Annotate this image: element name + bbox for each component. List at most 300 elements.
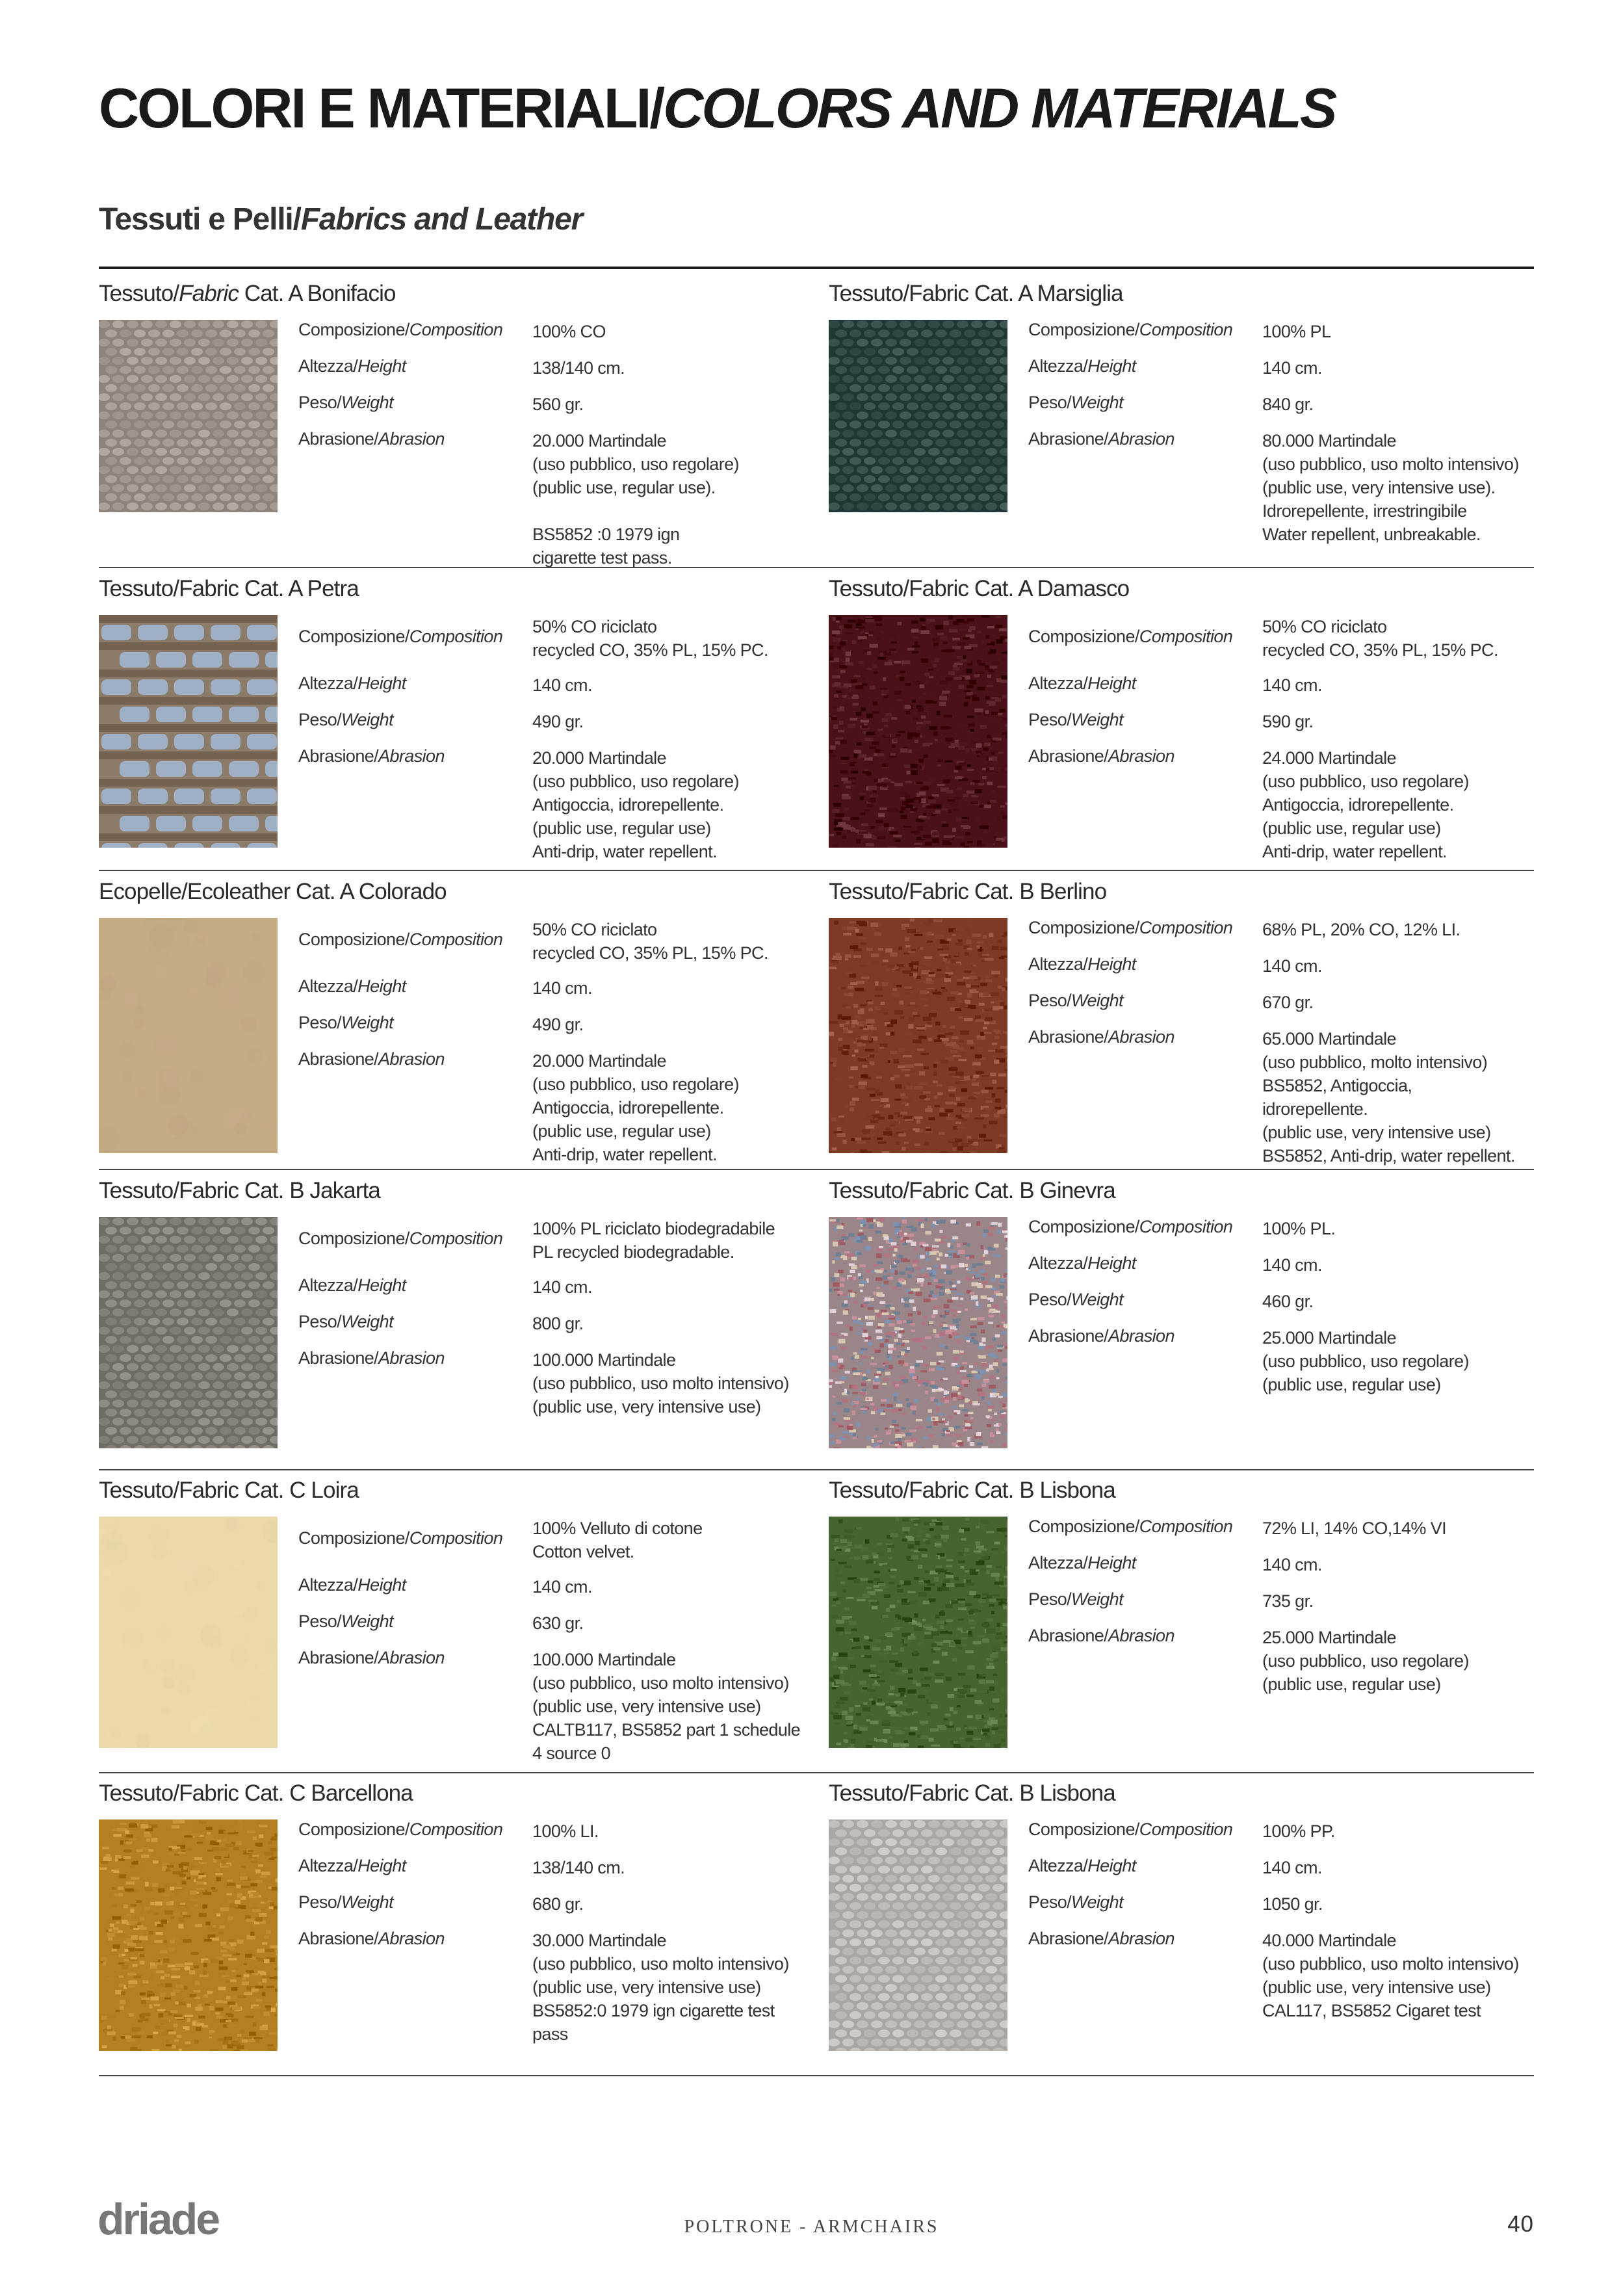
spec-label [1028, 918, 1232, 938]
fabric-swatch-image [829, 615, 1007, 848]
fabric-specs [298, 918, 805, 1178]
spec-label [298, 1348, 445, 1368]
spec-label [298, 746, 445, 766]
spec-composition [1028, 1217, 1535, 1242]
spec-value: 100.000 Martindale (uso pubblico, uso molto intensivo) (public use, very intensive use) CALTB117, BS5852 part 1 schedule 4 source 0 [532, 1650, 801, 1763]
spec-label [298, 1856, 406, 1876]
spec-label-it: Composizione/ [298, 627, 409, 646]
spec-label-en: Height [1087, 673, 1136, 693]
spec-abrasion [1028, 1027, 1535, 1168]
fabric-specs [1028, 1517, 1535, 1708]
spec-value: 50% CO riciclato recycled CO, 35% PL, 15% PC. [532, 920, 768, 963]
spec-value: 100% PL. [1262, 1219, 1336, 1238]
spec-label-it: Composizione/ [298, 930, 409, 949]
spec-label-it: Peso/ [1028, 991, 1072, 1010]
spec-composition [1028, 1820, 1535, 1844]
spec-value: 680 gr. [532, 1894, 584, 1914]
spec-label-en: Abrasion [1108, 1027, 1175, 1047]
fabric-title-type: Tessuto/ [829, 576, 909, 601]
spec-label [298, 393, 393, 413]
fabric-card-title [99, 281, 396, 307]
fabric-title-name: Fabric Cat. B Berlino [909, 879, 1107, 904]
spec-label-en: Height [357, 1575, 406, 1595]
fabric-card-title [99, 1178, 380, 1204]
spec-value: 735 gr. [1262, 1591, 1314, 1611]
fabric-specs [1028, 1217, 1535, 1408]
spec-value: 140 cm. [532, 978, 592, 998]
spec-label [1028, 1929, 1175, 1949]
spec-value: 50% CO riciclato recycled CO, 35% PL, 15% PC. [1262, 617, 1498, 660]
spec-label [298, 356, 406, 376]
spec-value: 140 cm. [1262, 1255, 1322, 1275]
spec-label [298, 1611, 393, 1632]
spec-label-it: Abrasione/ [1028, 1929, 1109, 1948]
fabric-title-type: Tessuto/ [99, 1478, 179, 1503]
spec-value: 65.000 Martindale (uso pubblico, molto intensivo) BS5852, Antigoccia, idrorepellente. (public use, very intensive use) BS5852, Anti-drip, water repellent. [1262, 1029, 1515, 1166]
spec-value: 25.000 Martindale (uso pubblico, uso regolare) (public use, regular use) [1262, 1328, 1469, 1394]
spec-label-it: Peso/ [1028, 1290, 1072, 1309]
spec-label [1028, 1856, 1136, 1876]
spec-label [298, 1528, 502, 1548]
spec-label [298, 976, 406, 997]
spec-label [1028, 1253, 1136, 1273]
section-title [99, 202, 582, 237]
spec-label-en: Composition [409, 930, 503, 949]
spec-value: 490 gr. [532, 1015, 584, 1034]
spec-height [1028, 1856, 1535, 1881]
spec-label-it: Altezza/ [1028, 356, 1088, 376]
spec-label [1028, 320, 1232, 340]
spec-label-en: Composition [1139, 918, 1233, 937]
spec-weight [298, 1013, 805, 1037]
spec-label-it: Peso/ [298, 1013, 342, 1032]
spec-label-en: Height [1087, 1856, 1136, 1875]
spec-label [298, 1575, 406, 1595]
spec-label-it: Peso/ [298, 1892, 342, 1912]
fabric-title-name: Fabric Cat. A Marsiglia [909, 281, 1123, 306]
spec-label [298, 1275, 406, 1296]
spec-weight [1028, 1892, 1535, 1917]
spec-label-it: Composizione/ [298, 1820, 409, 1839]
spec-value: 20.000 Martindale (uso pubblico, uso regolare) Antigoccia, idrorepellente. (public use, regular use) Anti-drip, water repellent. [532, 1051, 739, 1164]
fabric-swatch [99, 615, 278, 848]
fabric-title-type: Tessuto/ [99, 281, 179, 306]
spec-label-it: Altezza/ [298, 673, 358, 693]
fabric-swatch [99, 320, 278, 512]
spec-abrasion [1028, 1326, 1535, 1396]
footer-category: POLTRONE - ARMCHAIRS [684, 2217, 939, 2237]
spec-value: 140 cm. [532, 675, 592, 695]
spec-label [1028, 627, 1232, 647]
fabric-title-name: Ecoleather Cat. A Colorado [187, 879, 447, 904]
spec-value: 100% PP. [1262, 1821, 1335, 1841]
spec-label-it: Abrasione/ [298, 1049, 379, 1069]
spec-label [298, 1820, 502, 1840]
fabric-card-title [99, 576, 359, 602]
spec-value: 670 gr. [1262, 993, 1314, 1012]
spec-label-it: Altezza/ [298, 1575, 358, 1595]
spec-height [298, 976, 805, 1001]
section-title-main: Tessuti e Pelli/ [99, 202, 301, 237]
spec-label [1028, 1217, 1232, 1237]
spec-label-it: Composizione/ [298, 1229, 409, 1248]
fabric-specs [1028, 1820, 1535, 2034]
fabric-swatch-image [99, 320, 278, 512]
spec-label-en: Weight [341, 710, 393, 729]
spec-label-it: Peso/ [1028, 393, 1072, 412]
row-divider [99, 1469, 1534, 1470]
spec-label-it: Abrasione/ [298, 429, 379, 449]
spec-value: 590 gr. [1262, 712, 1314, 731]
fabric-specs [1028, 320, 1535, 558]
spec-abrasion [298, 1049, 805, 1166]
fabric-title-name: Fabric Cat. A Petra [179, 576, 359, 601]
spec-label-en: Weight [341, 1892, 393, 1912]
spec-value: 100% CO [532, 322, 606, 341]
spec-height [1028, 1253, 1535, 1278]
spec-composition [1028, 918, 1535, 943]
spec-weight [1028, 393, 1535, 417]
spec-label-it: Altezza/ [298, 976, 358, 996]
spec-label-it: Altezza/ [1028, 954, 1088, 974]
fabric-swatch [99, 1217, 278, 1448]
fabric-specs [1028, 918, 1535, 1179]
fabric-card-title [829, 281, 1123, 307]
fabric-specs [298, 320, 805, 581]
spec-label [298, 1312, 393, 1332]
spec-abrasion [1028, 1929, 1535, 2022]
spec-label-en: Abrasion [378, 429, 445, 449]
spec-label [298, 673, 406, 694]
spec-value: 72% LI, 14% CO,14% VI [1262, 1519, 1447, 1538]
spec-composition [1028, 615, 1535, 662]
spec-label-it: Altezza/ [298, 1856, 358, 1875]
spec-composition [298, 1820, 805, 1844]
fabric-specs [1028, 615, 1535, 875]
fabric-title-type: Tessuto/ [829, 281, 909, 306]
spec-label [1028, 1626, 1175, 1646]
spec-composition [1028, 1517, 1535, 1541]
spec-label-en: Abrasion [378, 1648, 445, 1667]
fabric-swatch [829, 918, 1007, 1153]
spec-value: 800 gr. [532, 1314, 584, 1333]
spec-label-en: Height [1087, 1553, 1136, 1572]
fabric-title-type-en: Fabric [179, 281, 239, 306]
spec-value: 30.000 Martindale (uso pubblico, uso molto intensivo) (public use, very intensive use) BS5852:0 1979 ign cigarette test pass [532, 1931, 789, 2044]
fabric-swatch [829, 1517, 1007, 1748]
spec-label-en: Composition [409, 1229, 503, 1248]
spec-label [1028, 1027, 1175, 1047]
spec-label [1028, 954, 1136, 974]
fabric-card-title [99, 879, 447, 905]
fabric-swatch-image [99, 1217, 278, 1448]
fabric-title-name: Fabric Cat. C Loira [179, 1478, 359, 1503]
spec-label-en: Height [357, 976, 406, 996]
fabric-card-title [829, 1478, 1115, 1504]
fabric-swatch [829, 320, 1007, 512]
fabric-title-type: Ecopelle/ [99, 879, 187, 904]
spec-value: 140 cm. [532, 1577, 592, 1597]
fabric-title-name: Fabric Cat. B Ginevra [909, 1178, 1115, 1203]
spec-label-en: Height [357, 673, 406, 693]
spec-value: 50% CO riciclato recycled CO, 35% PL, 15% PC. [532, 617, 768, 660]
spec-label-en: Composition [1139, 320, 1233, 339]
spec-label-en: Weight [1071, 1290, 1123, 1309]
spec-label-it: Peso/ [1028, 1892, 1072, 1912]
spec-height [298, 1856, 805, 1881]
spec-value: 140 cm. [1262, 358, 1322, 378]
fabric-swatch [99, 918, 278, 1153]
spec-composition [298, 320, 805, 345]
spec-label-en: Weight [1071, 991, 1123, 1010]
spec-label-it: Abrasione/ [1028, 1326, 1109, 1346]
spec-composition [298, 615, 805, 662]
spec-weight [1028, 1589, 1535, 1614]
fabric-card-title [829, 879, 1106, 905]
spec-height [1028, 356, 1535, 381]
spec-label [298, 1892, 393, 1912]
spec-label-it: Composizione/ [1028, 1517, 1139, 1536]
spec-label-it: Abrasione/ [298, 1348, 379, 1368]
spec-value: 140 cm. [1262, 675, 1322, 695]
spec-label-it: Abrasione/ [298, 746, 379, 766]
fabric-title-type: Tessuto/ [99, 1781, 179, 1806]
spec-label-it: Composizione/ [1028, 627, 1139, 646]
spec-label-en: Composition [1139, 1517, 1233, 1536]
spec-label-it: Peso/ [298, 1611, 342, 1631]
spec-height [298, 1275, 805, 1300]
spec-value: 100% PL riciclato biodegradabile PL recycled biodegradable. [532, 1219, 775, 1262]
spec-value: 140 cm. [532, 1277, 592, 1297]
spec-label-en: Composition [409, 1820, 503, 1839]
spec-height [298, 1575, 805, 1600]
spec-value: 140 cm. [1262, 1858, 1322, 1877]
spec-label-it: Composizione/ [298, 320, 409, 339]
spec-label-it: Altezza/ [298, 1275, 358, 1295]
fabric-swatch [99, 1517, 278, 1748]
fabric-specs [298, 1820, 805, 2057]
spec-height [1028, 673, 1535, 698]
spec-label [298, 1648, 445, 1668]
fabric-title-type: Tessuto/ [99, 1178, 179, 1203]
fabric-title-type: Tessuto/ [829, 879, 909, 904]
fabric-swatch-image [99, 918, 278, 1153]
spec-abrasion [298, 1348, 805, 1418]
spec-value: 24.000 Martindale (uso pubblico, uso regolare) Antigoccia, idrorepellente. (public use, regular use) Anti-drip, water repellent. [1262, 748, 1469, 861]
fabric-swatch-image [829, 918, 1007, 1153]
spec-label-en: Height [1087, 356, 1136, 376]
spec-height [298, 673, 805, 698]
spec-value: 1050 gr. [1262, 1894, 1323, 1914]
spec-label-en: Height [357, 1275, 406, 1295]
spec-composition [298, 1217, 805, 1264]
spec-label-en: Composition [1139, 1820, 1233, 1839]
spec-label [298, 1013, 393, 1033]
spec-height [1028, 954, 1535, 979]
spec-abrasion [1028, 746, 1535, 863]
spec-label [1028, 429, 1175, 449]
spec-value: 20.000 Martindale (uso pubblico, uso regolare) Antigoccia, idrorepellente. (public use, regular use) Anti-drip, water repellent. [532, 748, 739, 861]
fabric-swatch-image [829, 320, 1007, 512]
fabric-card-title [829, 576, 1129, 602]
fabric-specs [298, 1517, 805, 1777]
spec-weight [298, 1312, 805, 1337]
fabric-title-name: Fabric Cat. B Jakarta [179, 1178, 380, 1203]
spec-label-en: Height [357, 356, 406, 376]
spec-label [298, 627, 502, 647]
spec-label-it: Peso/ [298, 393, 342, 412]
spec-label-en: Weight [341, 1013, 393, 1032]
spec-value: 138/140 cm. [532, 358, 625, 378]
spec-label-en: Weight [341, 1312, 393, 1331]
spec-label-it: Peso/ [1028, 710, 1072, 729]
spec-height [1028, 1553, 1535, 1578]
spec-value: 140 cm. [1262, 956, 1322, 976]
spec-label [298, 1929, 445, 1949]
fabric-swatch [99, 1820, 278, 2051]
spec-label-it: Composizione/ [1028, 918, 1139, 937]
spec-label-en: Weight [1071, 393, 1123, 412]
spec-label [1028, 1517, 1232, 1537]
spec-label-en: Composition [409, 1528, 503, 1548]
spec-label [1028, 710, 1123, 730]
fabric-title-type: Tessuto/ [829, 1178, 909, 1203]
spec-label [1028, 746, 1175, 766]
spec-label [298, 930, 502, 950]
fabric-specs [298, 615, 805, 875]
spec-label [1028, 1892, 1123, 1912]
spec-label-en: Weight [341, 1611, 393, 1631]
spec-label-en: Weight [1071, 710, 1123, 729]
spec-label-it: Altezza/ [298, 356, 358, 376]
page-title [99, 77, 1335, 141]
fabric-swatch [829, 1820, 1007, 2051]
fabric-card-title [99, 1781, 413, 1807]
spec-label-en: Abrasion [378, 746, 445, 766]
spec-label [1028, 1326, 1175, 1346]
spec-label-en: Height [1087, 954, 1136, 974]
spec-label [298, 710, 393, 730]
spec-label-it: Composizione/ [1028, 1217, 1139, 1236]
spec-value: 100.000 Martindale (uso pubblico, uso molto intensivo) (public use, very intensive use) [532, 1350, 789, 1416]
spec-label-it: Composizione/ [1028, 1820, 1139, 1839]
spec-label-en: Abrasion [1108, 1626, 1175, 1645]
spec-label-en: Abrasion [1108, 1326, 1175, 1346]
spec-label [1028, 1290, 1123, 1310]
page-number: 40 [1507, 2211, 1534, 2237]
spec-weight [298, 1611, 805, 1636]
spec-label [298, 429, 445, 449]
spec-label-en: Weight [1071, 1589, 1123, 1609]
spec-label-en: Composition [1139, 627, 1233, 646]
spec-label-en: Weight [1071, 1892, 1123, 1912]
spec-label-it: Altezza/ [1028, 1553, 1088, 1572]
spec-abrasion [1028, 1626, 1535, 1696]
spec-value: 100% LI. [532, 1821, 599, 1841]
spec-label-it: Composizione/ [298, 1528, 409, 1548]
spec-label-it: Abrasione/ [1028, 746, 1109, 766]
spec-label-en: Composition [409, 627, 503, 646]
spec-label-it: Abrasione/ [1028, 1626, 1109, 1645]
spec-weight [1028, 710, 1535, 735]
spec-label-it: Composizione/ [1028, 320, 1139, 339]
spec-value: 630 gr. [532, 1613, 584, 1633]
spec-composition [298, 1517, 805, 1563]
spec-value: 100% Velluto di cotone Cotton velvet. [532, 1519, 703, 1561]
fabric-title-name: Fabric Cat. B Lisbona [909, 1478, 1115, 1503]
spec-label [1028, 1589, 1123, 1610]
spec-weight [1028, 991, 1535, 1015]
spec-label [298, 1229, 502, 1249]
fabric-title-name: Fabric Cat. C Barcellona [179, 1781, 413, 1806]
fabric-swatch-image [99, 1517, 278, 1748]
spec-value: 490 gr. [532, 712, 584, 731]
spec-abrasion [1028, 429, 1535, 546]
spec-label-en: Height [1087, 1253, 1136, 1273]
spec-value: 20.000 Martindale (uso pubblico, uso regolare) (public use, regular use). BS5852 :0 1979 ign cigarette test pass. [532, 431, 739, 567]
brand-logo: driade [97, 2195, 219, 2244]
fabric-swatch-image [829, 1517, 1007, 1748]
spec-label-it: Altezza/ [1028, 1856, 1088, 1875]
spec-label-en: Abrasion [378, 1929, 445, 1948]
spec-label [1028, 991, 1123, 1011]
spec-label-it: Altezza/ [1028, 1253, 1088, 1273]
fabric-swatch-image [829, 1217, 1007, 1448]
fabric-swatch [829, 615, 1007, 848]
spec-label-en: Abrasion [1108, 1929, 1175, 1948]
spec-label-en: Abrasion [1108, 429, 1175, 449]
fabric-swatch-image [829, 1820, 1007, 2051]
fabric-card-title [829, 1178, 1115, 1204]
fabric-card-title [99, 1478, 359, 1504]
spec-value: 840 gr. [1262, 395, 1314, 414]
fabric-title-type: Tessuto/ [99, 576, 179, 601]
spec-value: 25.000 Martindale (uso pubblico, uso regolare) (public use, regular use) [1262, 1628, 1469, 1694]
spec-label-en: Composition [409, 320, 503, 339]
spec-label-it: Altezza/ [1028, 673, 1088, 693]
spec-label-en: Composition [1139, 1217, 1233, 1236]
fabric-title-name: Cat. A Bonifacio [239, 281, 396, 306]
fabric-swatch-image [99, 1820, 278, 2051]
spec-label [1028, 1553, 1136, 1573]
spec-value: 68% PL, 20% CO, 12% LI. [1262, 920, 1461, 939]
spec-label [1028, 673, 1136, 694]
spec-height [298, 356, 805, 381]
page-title-italic: COLORS AND MATERIALS [663, 77, 1336, 140]
spec-value: 140 cm. [1262, 1555, 1322, 1574]
spec-composition [1028, 320, 1535, 345]
spec-label-en: Abrasion [378, 1049, 445, 1069]
section-title-italic: Fabrics and Leather [300, 202, 583, 237]
spec-label-it: Peso/ [298, 710, 342, 729]
spec-label [1028, 393, 1123, 413]
spec-label-en: Abrasion [1108, 746, 1175, 766]
spec-value: 138/140 cm. [532, 1858, 625, 1877]
spec-label-it: Peso/ [1028, 1589, 1072, 1609]
spec-label-en: Height [357, 1856, 406, 1875]
spec-value: 80.000 Martindale (uso pubblico, uso molto intensivo) (public use, very intensive use). Idrorepellente, irrestringibile Water repellent, unbreakable. [1262, 431, 1519, 544]
spec-composition [298, 918, 805, 965]
spec-label-en: Weight [341, 393, 393, 412]
fabric-swatch [829, 1217, 1007, 1448]
spec-value: 100% PL [1262, 322, 1331, 341]
spec-label-it: Abrasione/ [298, 1648, 379, 1667]
spec-label [1028, 356, 1136, 376]
top-divider [99, 267, 1534, 269]
spec-label [298, 320, 502, 340]
spec-abrasion [298, 1929, 805, 2046]
spec-weight [298, 710, 805, 735]
